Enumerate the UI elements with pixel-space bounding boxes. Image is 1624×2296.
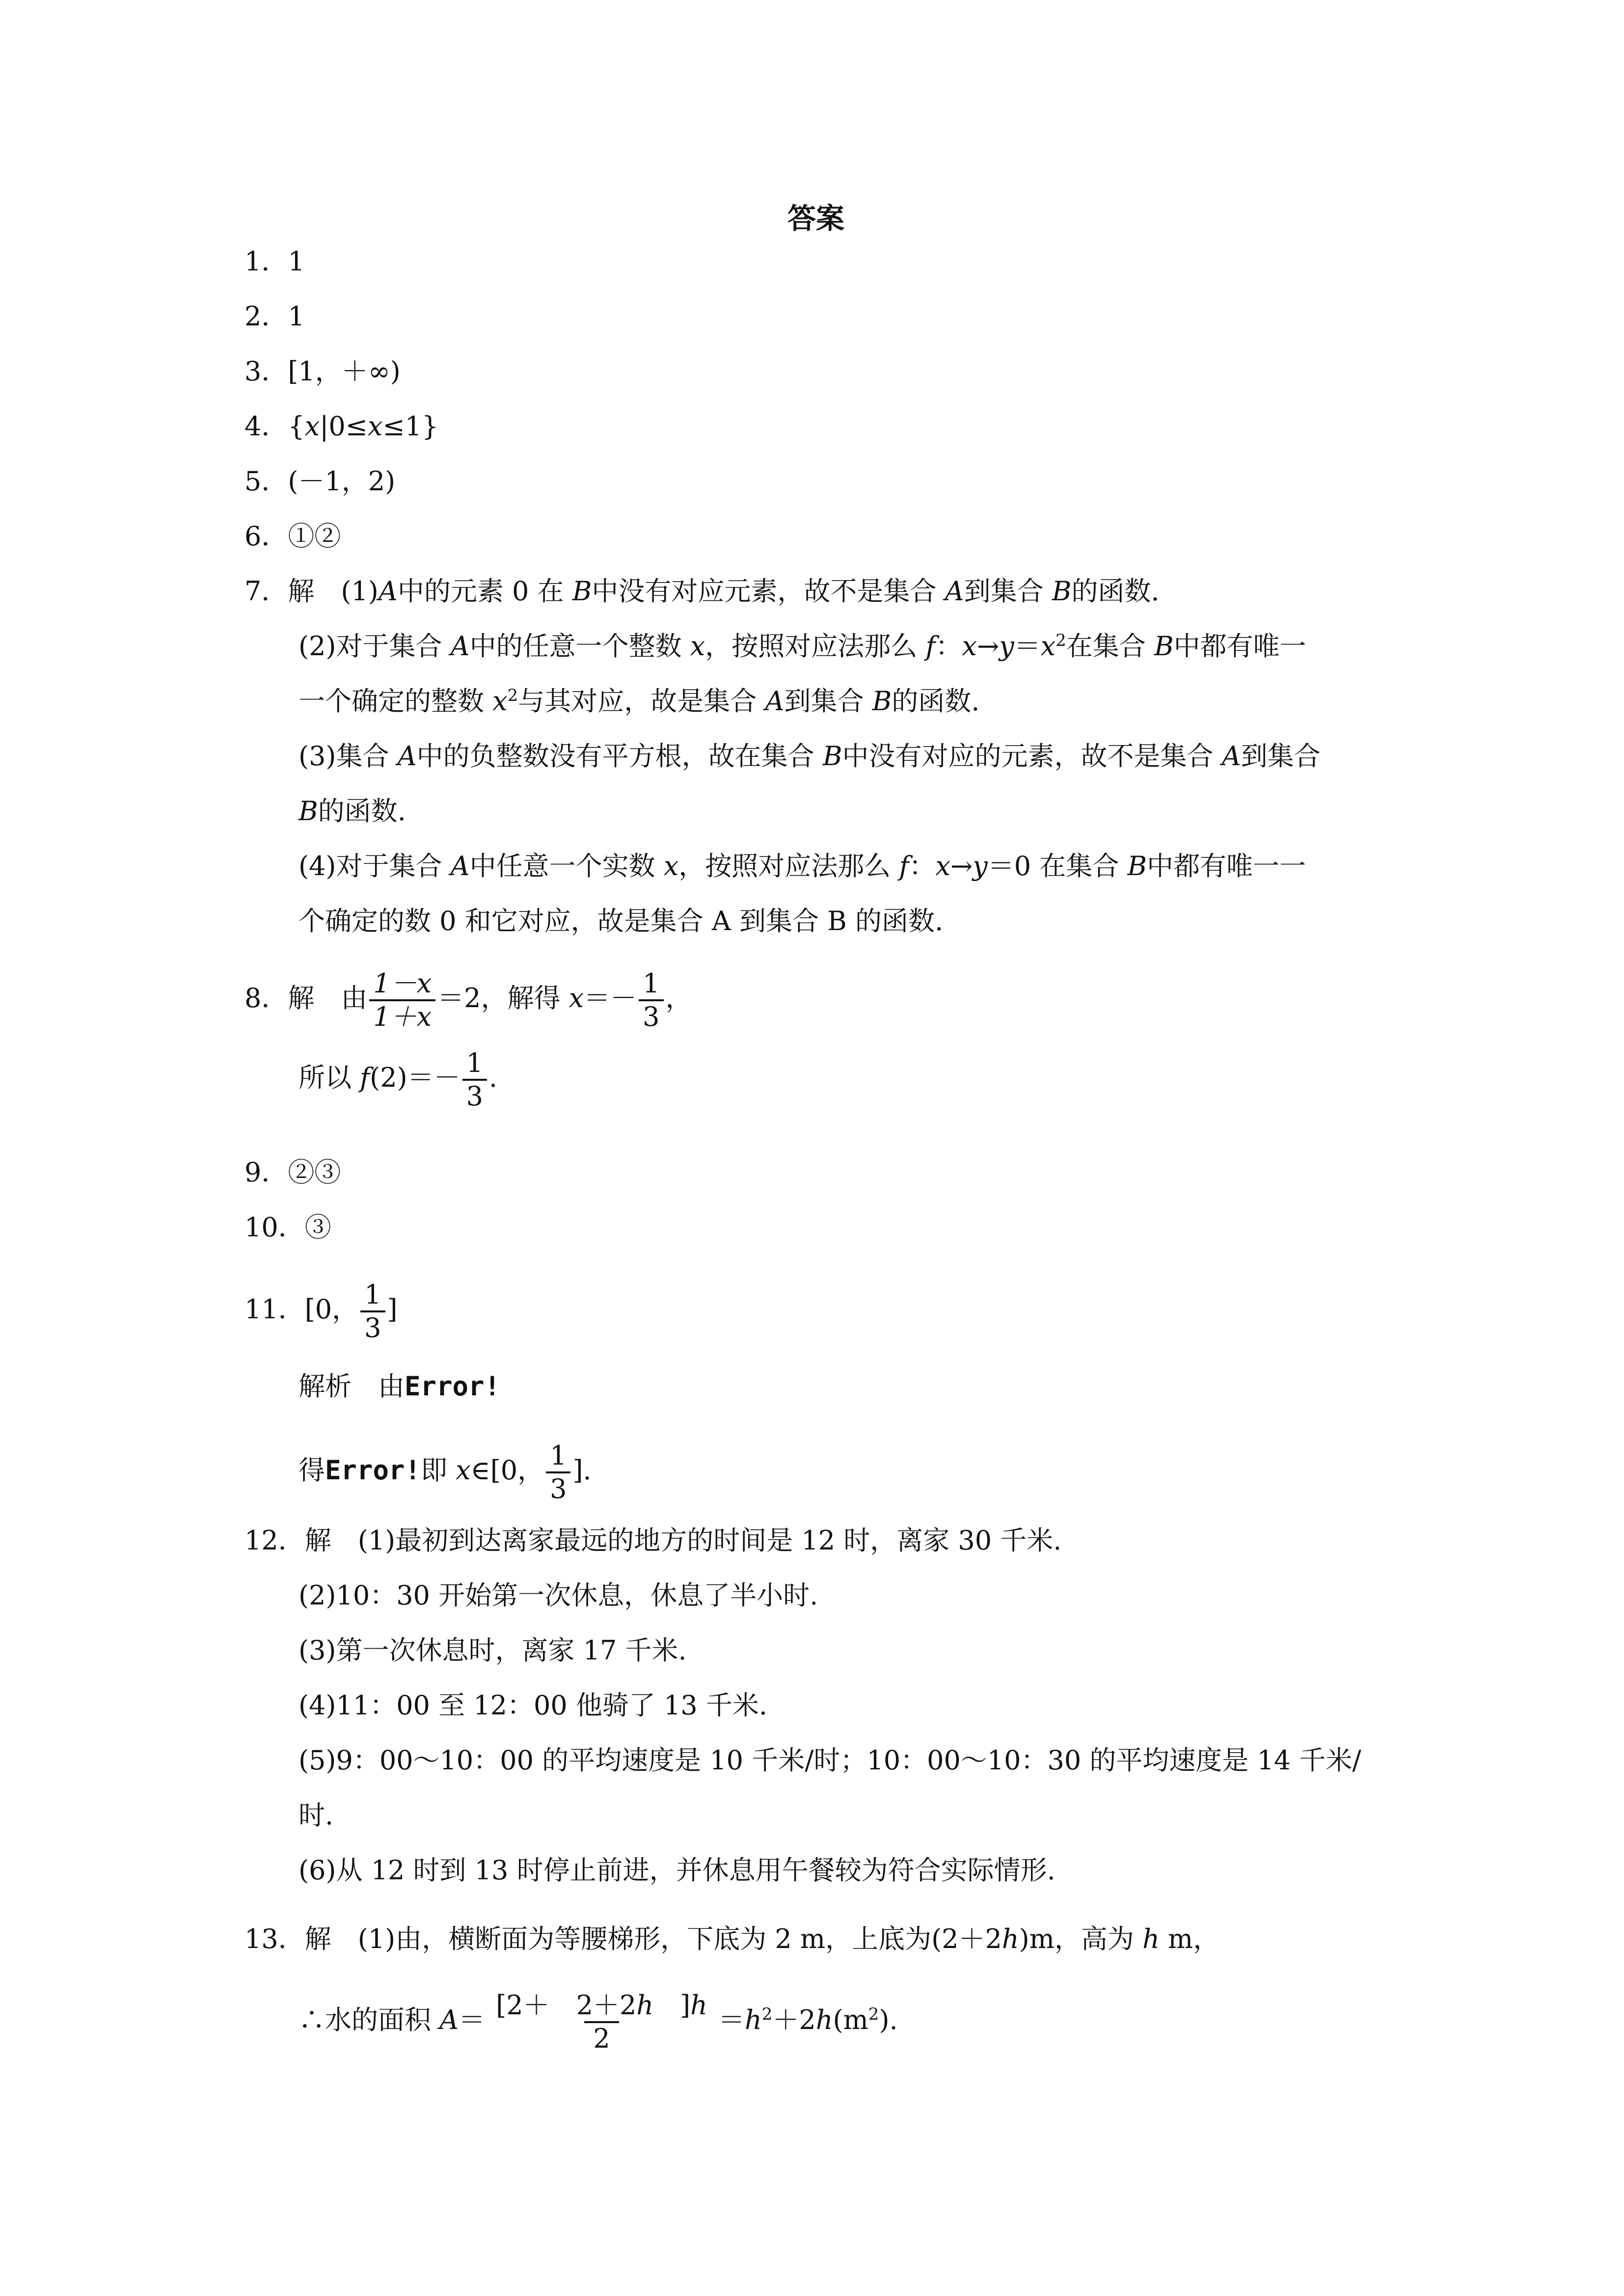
answer-8-line-2: 所以 f(2)＝－ $\frac{1}{3}$ . (298, 1047, 498, 1112)
answer-5: 5．(－1，2) (244, 466, 396, 497)
answer-12-line-4: (4)11：00 至 12：00 他骑了 13 千米. (298, 1690, 768, 1721)
answer-11-line-2: 解析 由Error! (298, 1371, 501, 1402)
answer-7-line-1: 7．解 (1)A中的元素 0 在 B中没有对应元素，故不是集合 A到集合 B的函数. (244, 576, 1160, 607)
answer-10: 10．③ (244, 1212, 331, 1243)
answer-12-line-7: (6)从 12 时到 13 时停止前进，并休息用午餐较为符合实际情形. (298, 1855, 1056, 1886)
fraction: $\frac{1}{3}$ (360, 1279, 385, 1344)
answer-12-line-3: (3)第一次休息时，离家 17 千米. (298, 1635, 687, 1666)
answer-7-line-4: (3)集合 A中的负整数没有平方根，故在集合 B中没有对应的元素，故不是集合 A到集合 (298, 741, 1321, 772)
answer-8-line-1: 8．解 由 $\frac{1-x}{1+x}$ ＝2，解得 x＝－ $\frac{1}{3}$ ， (244, 968, 692, 1032)
fraction: $\frac{1}{3}$ (639, 968, 663, 1033)
answer-11-line-1: 11．[0， $\frac{1}{3}$ ] (244, 1279, 398, 1343)
page-title: 答案 (787, 202, 845, 235)
answer-9: 9．②③ (244, 1157, 341, 1188)
answer-12-line-1: 12．解 (1)最初到达离家最远的地方的时间是 12 时，离家 30 千米. (244, 1525, 1062, 1556)
answer-7-line-7: 个确定的数 0 和它对应，故是集合 A 到集合 B 的函数. (298, 906, 944, 936)
answer-11-line-3: 得Error!即 x∈[0， $\frac{1}{3}$ ]. (298, 1440, 592, 1504)
answer-13-line-1: 13．解 (1)由，横断面为等腰梯形，下底为 2 m，上底为(2＋2h)m，高为 h m， (244, 1923, 1220, 1954)
answer-4: 4．{x|0≤x≤1} (244, 411, 439, 442)
answer-7-line-2: (2)对于集合 A中的任意一个整数 x，按照对应法那么 f：$x\to y=x^2$在集合 B中都有唯一 (298, 631, 1306, 662)
answer-13-line-2: ∴水的面积 A＝ $\frac{[2+ 2+2h ]h}{2}$ $=h^2+2h(m^2)$. (298, 1990, 898, 2054)
answer-12-line-2: (2)10：30 开始第一次休息，休息了半小时. (298, 1580, 818, 1611)
answer-7-line-6: (4)对于集合 A中任意一个实数 x，按照对应法那么 f：x→y＝0 在集合 B中都有唯一一 (298, 851, 1306, 881)
answer-2: 2．1 (244, 301, 305, 332)
fraction: $\frac{[2+ 2+2h ]h}{2}$ (496, 1990, 707, 2054)
answer-3: 3．[1，＋∞) (244, 356, 401, 387)
answer-12-line-6: 时. (298, 1800, 334, 1831)
answer-6: 6．①② (244, 521, 341, 552)
fraction: $\frac{1}{3}$ (546, 1440, 570, 1505)
fraction: $\frac{1-x}{1+x}$ (369, 968, 435, 1033)
answer-7-line-3: 一个确定的整数 $x^2$与其对应，故是集合 A到集合 B的函数. (298, 686, 980, 717)
answer-12-line-5: (5)9：00～10：00 的平均速度是 10 千米/时；10：00～10：30 的平均速度是 14 千米/ (298, 1745, 1361, 1776)
fraction: $\frac{1}{3}$ (462, 1047, 487, 1112)
answer-1: 1．1 (244, 246, 305, 277)
answer-7-line-5: B的函数. (298, 796, 406, 827)
